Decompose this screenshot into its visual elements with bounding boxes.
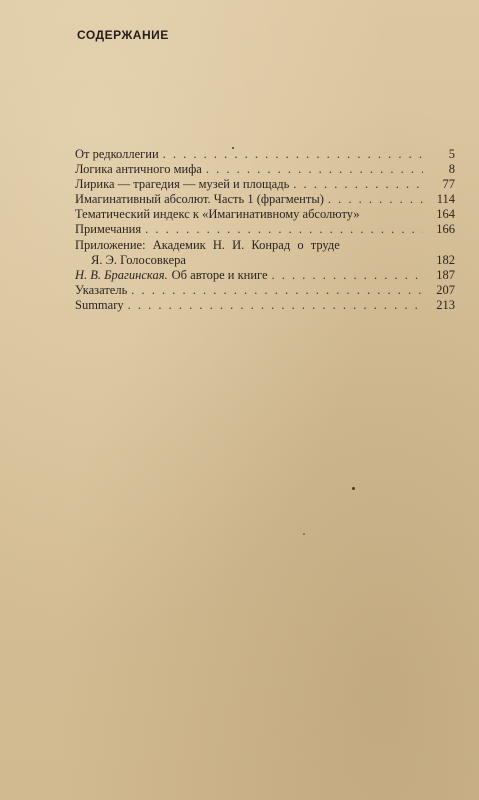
toc-entry-title: Тематический индекс к «Имагинативному абсолюту» <box>75 207 360 222</box>
toc-entry-title: Лирика — трагедия — музей и площадь <box>75 177 290 192</box>
toc-entry-page: 182 <box>436 252 455 267</box>
paper-speck <box>303 533 305 535</box>
toc-entry-title: Имагинативный абсолют. Часть 1 (фрагменты) <box>75 192 324 207</box>
toc-entry-title: Примечания <box>75 222 142 237</box>
leader-dots <box>128 298 423 313</box>
toc-entry-continuation <box>75 253 455 268</box>
toc-entry-page: 166 <box>436 222 455 237</box>
toc-entry <box>75 298 455 313</box>
toc-entry-page: 213 <box>436 297 455 312</box>
toc-entry <box>75 162 455 177</box>
paper-speck <box>232 147 234 149</box>
toc-entry-page: 77 <box>442 177 455 192</box>
toc-entry-page: 187 <box>436 267 455 282</box>
toc-entry-title-line1: Приложение: Академик Н. И. Конрад о труде <box>75 237 340 252</box>
toc-entry <box>75 238 455 268</box>
toc-entry-page: 207 <box>436 282 455 297</box>
leader-dots <box>206 162 423 177</box>
toc-entry-title: От редколлегии <box>75 147 159 161</box>
toc-entry-title: Логика античного мифа <box>75 162 202 177</box>
toc-entry <box>75 222 455 237</box>
toc-entry <box>75 283 455 298</box>
paper-speck <box>352 487 355 490</box>
toc-entry <box>75 147 455 162</box>
leader-dots <box>293 177 423 192</box>
toc-entry-page: 114 <box>436 192 455 207</box>
toc-entry <box>75 192 455 207</box>
leader-dots <box>328 192 423 207</box>
toc-entry-title-line2: Я. Э. Голосовкера <box>91 252 186 267</box>
toc-entry-author: Н. В. Брагинская. <box>75 267 168 282</box>
leader-dots <box>272 268 423 283</box>
contents-heading: СОДЕРЖАНИЕ <box>77 28 169 42</box>
leader-dots <box>145 222 423 237</box>
toc-entry-page: 164 <box>436 207 455 222</box>
toc-entry-page: 5 <box>448 147 455 161</box>
toc-entry-title: Указатель <box>75 282 128 297</box>
toc-entry <box>75 268 455 283</box>
leader-dots <box>163 147 423 162</box>
toc-entry-title: Summary <box>75 297 124 312</box>
toc-entry <box>75 177 455 192</box>
leader-dots <box>131 283 423 298</box>
table-of-contents <box>75 147 455 313</box>
toc-entry-title: Об авторе и книге <box>171 267 268 282</box>
toc-entry <box>75 207 455 222</box>
toc-entry-page: 8 <box>448 162 455 177</box>
